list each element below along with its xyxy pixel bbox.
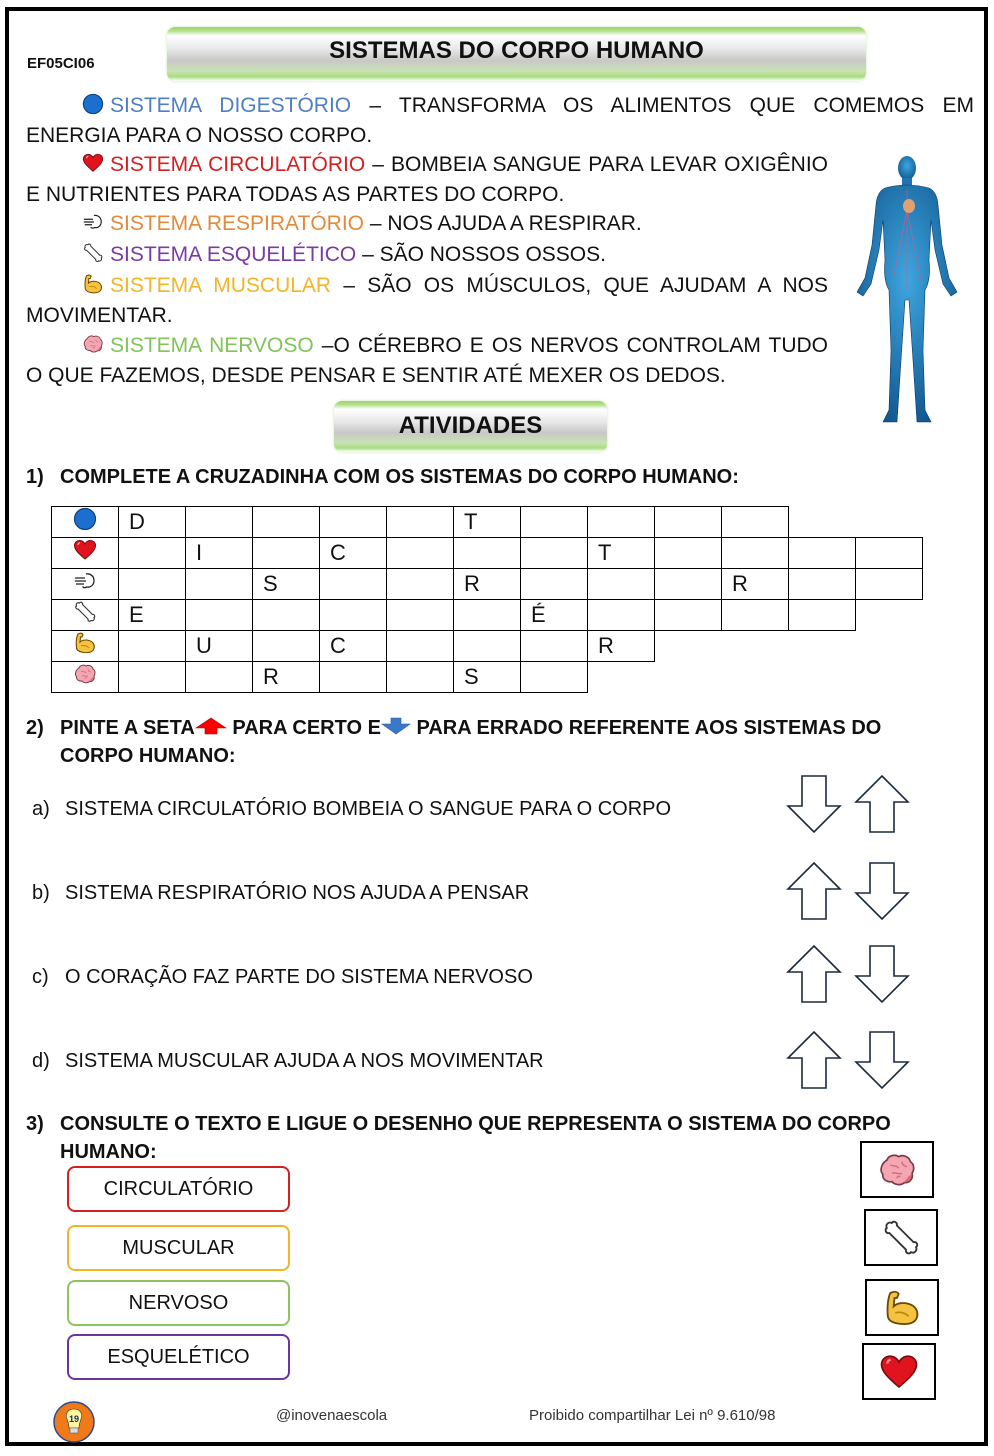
statement-text: SISTEMA CIRCULATÓRIO BOMBEIA O SANGUE PARA O CORPO	[65, 798, 672, 820]
crossword-cell[interactable]	[119, 662, 186, 693]
system-muscular	[26, 271, 828, 331]
question-1-heading	[26, 463, 739, 491]
down-arrow-answer-button[interactable]	[854, 861, 910, 921]
brain-icon	[73, 662, 97, 686]
crossword-row	[52, 538, 923, 569]
bone-icon	[82, 242, 104, 264]
logo-text: 19	[68, 1414, 80, 1424]
crossword-cell[interactable]	[253, 507, 320, 538]
heart-icon	[73, 538, 97, 562]
question-number: 1)	[26, 466, 44, 488]
down-arrow-answer-button[interactable]	[854, 1030, 910, 1090]
crossword-cell[interactable]: C	[320, 538, 387, 569]
crossword-cell[interactable]: C	[320, 631, 387, 662]
crossword-cell[interactable]	[856, 569, 923, 600]
crossword-clue-cell	[52, 569, 119, 600]
statement-label: c)	[32, 966, 49, 988]
crossword-cell[interactable]	[722, 600, 789, 631]
match-picture-bicep[interactable]	[865, 1279, 939, 1336]
crossword-cell[interactable]	[521, 538, 588, 569]
page-title: SISTEMAS DO CORPO HUMANO	[167, 27, 866, 81]
question-text-line2: HUMANO:	[60, 1141, 157, 1163]
crossword-empty	[655, 662, 722, 693]
crossword-cell[interactable]	[186, 507, 253, 538]
up-arrow-answer-button[interactable]	[786, 1030, 842, 1090]
question-text-part3: PARA ERRADO REFERENTE AOS SISTEMAS DO	[410, 717, 882, 739]
crossword-cell[interactable]	[387, 507, 454, 538]
crossword-cell[interactable]	[722, 538, 789, 569]
blue-down-arrow-icon	[381, 717, 411, 735]
crossword-cell[interactable]	[521, 662, 588, 693]
crossword-cell[interactable]: I	[186, 538, 253, 569]
match-option-label: CIRCULATÓRIO	[103, 1178, 254, 1200]
crossword-cell[interactable]	[722, 507, 789, 538]
crossword-cell[interactable]	[454, 600, 521, 631]
crossword-grid	[51, 506, 923, 693]
statement-text: SISTEMA MUSCULAR AJUDA A NOS MOVIMENTAR	[65, 1050, 544, 1072]
system-desc: – SÃO OS MÚSCULOS, QUE AJUDAM A NOS MOVIMENTAR.	[26, 274, 828, 327]
system-desc: – SÃO NOSSOS OSSOS.	[356, 243, 606, 266]
system-desc: –O CÉREBRO E OS NERVOS CONTROLAM TUDO O QUE FAZEMOS, DESDE PENSAR E SENTIR ATÉ MEXER OS DEDOS.	[26, 334, 828, 387]
question-text: COMPLETE A CRUZADINHA COM OS SISTEMAS DO CORPO HUMANO:	[60, 466, 739, 488]
crossword-cell[interactable]: R	[253, 662, 320, 693]
statement-d	[32, 1050, 544, 1073]
match-option-circulatorio[interactable]	[67, 1166, 290, 1212]
match-option-label: ESQUELÉTICO	[107, 1346, 250, 1368]
system-name: SISTEMA NERVOSO	[110, 334, 314, 357]
crossword-empty	[856, 631, 923, 662]
crossword-clue-cell	[52, 507, 119, 538]
crossword-cell[interactable]	[387, 569, 454, 600]
crossword-clue-cell	[52, 538, 119, 569]
match-picture-bone[interactable]	[864, 1209, 938, 1266]
crossword-cell[interactable]	[856, 538, 923, 569]
question-number: 2)	[26, 717, 44, 739]
crossword-cell[interactable]	[119, 631, 186, 662]
crossword-cell[interactable]	[253, 631, 320, 662]
crossword-clue-cell	[52, 600, 119, 631]
crossword-cell[interactable]	[655, 600, 722, 631]
crossword-cell[interactable]	[789, 569, 856, 600]
statement-a	[32, 798, 671, 821]
crossword-cell[interactable]	[253, 600, 320, 631]
system-nervoso	[26, 331, 828, 391]
crossword-cell[interactable]	[521, 507, 588, 538]
crossword-cell[interactable]	[655, 569, 722, 600]
up-arrow-answer-button[interactable]	[854, 774, 910, 834]
flexed-bicep-icon	[82, 273, 104, 295]
crossword-cell[interactable]: D	[119, 507, 186, 538]
system-esqueletico	[26, 240, 828, 270]
match-picture-heart[interactable]	[862, 1343, 936, 1400]
heart-icon	[879, 1352, 919, 1392]
crossword-cell[interactable]: R	[588, 631, 655, 662]
crossword-cell[interactable]	[387, 600, 454, 631]
system-desc: – NOS AJUDA A RESPIRAR.	[364, 212, 642, 235]
crossword-cell[interactable]: É	[521, 600, 588, 631]
up-arrow-answer-button[interactable]	[786, 944, 842, 1004]
heart-icon	[82, 152, 104, 174]
crossword-empty	[856, 600, 923, 631]
crossword-row	[52, 507, 923, 538]
crossword-cell[interactable]	[454, 538, 521, 569]
match-option-nervoso[interactable]	[67, 1280, 290, 1326]
crossword-cell[interactable]: E	[119, 600, 186, 631]
activities-title: ATIVIDADES	[334, 401, 607, 452]
crossword-cell[interactable]	[454, 631, 521, 662]
crossword-cell[interactable]: T	[588, 538, 655, 569]
crossword-empty	[722, 662, 789, 693]
crossword-clue-cell	[52, 631, 119, 662]
down-arrow-answer-button[interactable]	[854, 944, 910, 1004]
question-text-part2: PARA CERTO E	[226, 717, 381, 739]
crossword-cell[interactable]	[253, 538, 320, 569]
up-arrow-answer-button[interactable]	[786, 861, 842, 921]
statement-label: b)	[32, 882, 50, 904]
crossword-empty	[789, 631, 856, 662]
statement-b	[32, 882, 529, 905]
crossword-cell[interactable]	[320, 507, 387, 538]
crossword-cell[interactable]	[789, 600, 856, 631]
crossword-row	[52, 662, 923, 693]
crossword-row	[52, 600, 923, 631]
crossword-empty	[789, 662, 856, 693]
bone-icon	[881, 1218, 921, 1258]
crossword-row	[52, 631, 923, 662]
system-name: SISTEMA RESPIRATÓRIO	[110, 212, 364, 235]
crossword-cell[interactable]	[320, 569, 387, 600]
crossword-cell[interactable]	[320, 662, 387, 693]
crossword-cell[interactable]: R	[454, 569, 521, 600]
system-respiratorio	[26, 209, 828, 239]
statement-text: SISTEMA RESPIRATÓRIO NOS AJUDA A PENSAR	[65, 882, 530, 904]
system-name: SISTEMA DIGESTÓRIO	[110, 94, 352, 117]
human-body-illustration	[845, 150, 970, 430]
crossword-cell[interactable]	[186, 662, 253, 693]
question-text-line2: CORPO HUMANO:	[60, 745, 236, 767]
question-text-part1: PINTE A SETA	[60, 717, 195, 739]
statement-c	[32, 966, 533, 989]
brain-icon	[82, 333, 104, 355]
crossword-cell[interactable]	[119, 538, 186, 569]
red-up-arrow-icon	[195, 717, 227, 735]
crossword-cell[interactable]	[186, 600, 253, 631]
crossword-cell[interactable]: R	[722, 569, 789, 600]
question-3-heading	[26, 1110, 974, 1166]
statement-text: O CORAÇÃO FAZ PARTE DO SISTEMA NERVOSO	[65, 966, 533, 988]
crossword-cell[interactable]	[588, 507, 655, 538]
question-text-line1: CONSULTE O TEXTO E LIGUE O DESENHO QUE REPRESENTA O SISTEMA DO CORPO	[60, 1113, 891, 1135]
crossword-cell[interactable]	[387, 662, 454, 693]
system-desc: – BOMBEIA SANGUE PARA LEVAR OXIGÊNIO E NUTRIENTES PARA TODAS AS PARTES DO CORPO.	[26, 153, 829, 206]
system-name: SISTEMA MUSCULAR	[110, 274, 332, 297]
match-picture-brain[interactable]	[860, 1141, 934, 1198]
crossword-cell[interactable]: S	[454, 662, 521, 693]
crossword-cell[interactable]	[521, 631, 588, 662]
breath-icon	[73, 569, 97, 593]
question-number: 3)	[26, 1113, 44, 1135]
crossword-empty	[856, 507, 923, 538]
crossword-cell[interactable]: T	[454, 507, 521, 538]
footer-copyright-notice: Proibido compartilhar Lei nº 9.610/98	[529, 1407, 776, 1424]
breath-icon	[82, 211, 104, 233]
match-option-esqueletico[interactable]	[67, 1334, 290, 1380]
match-option-label: NERVOSO	[128, 1292, 229, 1314]
brain-icon	[877, 1150, 917, 1190]
crossword-cell[interactable]	[789, 538, 856, 569]
crossword-empty	[722, 631, 789, 662]
match-option-label: MUSCULAR	[122, 1237, 235, 1259]
crossword-empty	[789, 507, 856, 538]
blue-circle-icon	[73, 507, 97, 531]
curriculum-code: EF05CI06	[27, 55, 95, 72]
system-desc: – TRANSFORMA OS ALIMENTOS QUE COMEMOS EM ENERGIA PARA O NOSSO CORPO.	[26, 94, 975, 147]
system-name: SISTEMA ESQUELÉTICO	[110, 243, 357, 266]
crossword-cell[interactable]	[387, 538, 454, 569]
system-name: SISTEMA CIRCULATÓRIO	[110, 153, 366, 176]
crossword-cell[interactable]	[387, 631, 454, 662]
statement-label: d)	[32, 1050, 50, 1072]
crossword-cell[interactable]	[521, 569, 588, 600]
crossword-cell[interactable]	[119, 569, 186, 600]
statement-label: a)	[32, 798, 50, 820]
school-logo	[53, 1401, 95, 1443]
crossword-cell[interactable]	[588, 600, 655, 631]
crossword-clue-cell	[52, 662, 119, 693]
crossword-empty	[588, 662, 655, 693]
flexed-bicep-icon	[73, 631, 97, 655]
match-option-muscular[interactable]	[67, 1225, 290, 1271]
flexed-bicep-icon	[882, 1288, 922, 1328]
crossword-cell[interactable]	[588, 569, 655, 600]
footer-handle: @inovenaescola	[276, 1407, 388, 1424]
crossword-cell[interactable]	[320, 600, 387, 631]
crossword-cell[interactable]	[186, 569, 253, 600]
crossword-cell[interactable]: S	[253, 569, 320, 600]
crossword-empty	[655, 631, 722, 662]
crossword-empty	[856, 662, 923, 693]
question-2-heading	[26, 714, 974, 770]
bone-icon	[73, 600, 97, 624]
down-arrow-answer-button[interactable]	[786, 774, 842, 834]
system-digestorio	[26, 91, 974, 151]
crossword-cell[interactable]: U	[186, 631, 253, 662]
blue-circle-icon	[82, 93, 104, 115]
system-circulatorio	[26, 150, 828, 210]
crossword-cell[interactable]	[655, 538, 722, 569]
crossword-row	[52, 569, 923, 600]
crossword-cell[interactable]	[655, 507, 722, 538]
